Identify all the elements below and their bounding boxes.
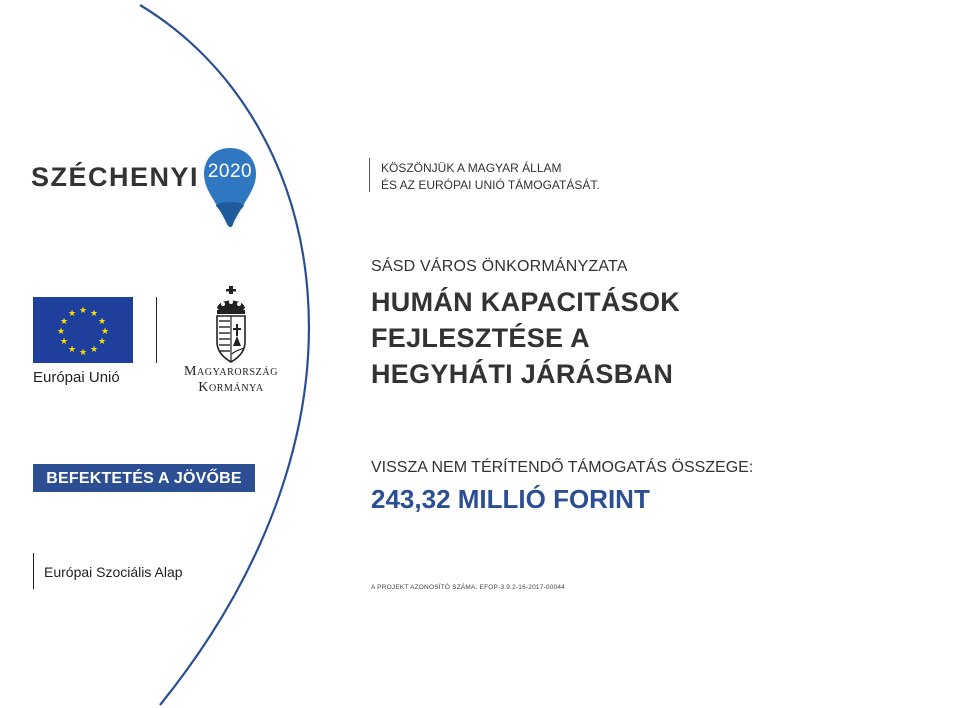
logo-divider [156,297,157,363]
beneficiary: SÁSD VÁROS ÖNKORMÁNYZATA [371,258,628,275]
svg-text:★: ★ [97,337,107,347]
szechenyi-2020-logo [31,146,271,230]
thanks-divider [369,158,370,192]
eu-label: Európai Unió [33,369,120,386]
eu-flag-icon [33,297,133,363]
fund-divider [33,553,34,589]
szechenyi-year: 2020 [207,161,253,182]
grant-label: VISSZA NEM TÉRÍTENDŐ TÁMOGATÁS ÖSSZEGE: [371,459,754,476]
hungarian-government-logo [166,286,296,396]
map-pin-icon [202,146,258,228]
project-title [371,284,791,392]
thanks-line1: KÖSZÖNJÜK A MAGYAR ÁLLAM [381,161,562,175]
investment-badge: BEFEKTETÉS A JÖVŐBE [33,464,255,492]
svg-text:★: ★ [100,327,110,337]
svg-text:★: ★ [97,317,107,327]
svg-text:★: ★ [59,317,69,327]
government-name-line1: Magyarország [183,364,279,379]
project-title-line3: HEGYHÁTI JÁRÁSBAN [371,359,674,389]
svg-text:★: ★ [67,345,77,355]
eu-logo [33,297,133,386]
project-id: A PROJEKT AZONOSÍTÓ SZÁMA: EFOP-3.9.2-16-2017-00044 [371,584,565,591]
grant-amount: 243,32 MILLIÓ FORINT [371,484,650,514]
szechenyi-wordmark: SZÉCHENYI [31,162,200,192]
svg-text:★: ★ [78,348,88,358]
svg-text:★: ★ [78,306,88,316]
svg-text:★: ★ [56,327,66,337]
svg-text:★: ★ [89,309,99,319]
project-title-line1: HUMÁN KAPACITÁSOK [371,287,681,317]
svg-text:★: ★ [59,337,69,347]
svg-text:★: ★ [89,345,99,355]
coat-of-arms-icon [211,286,251,364]
government-name-line2: Kormánya [198,380,264,395]
svg-text:★: ★ [67,309,77,319]
project-title-line2: FEJLESZTÉSE A [371,323,590,353]
thanks-line2: ÉS AZ EURÓPAI UNIÓ TÁMOGATÁSÁT. [381,178,600,192]
fund-label: Európai Szociális Alap [44,564,183,580]
thanks-text [381,160,600,194]
